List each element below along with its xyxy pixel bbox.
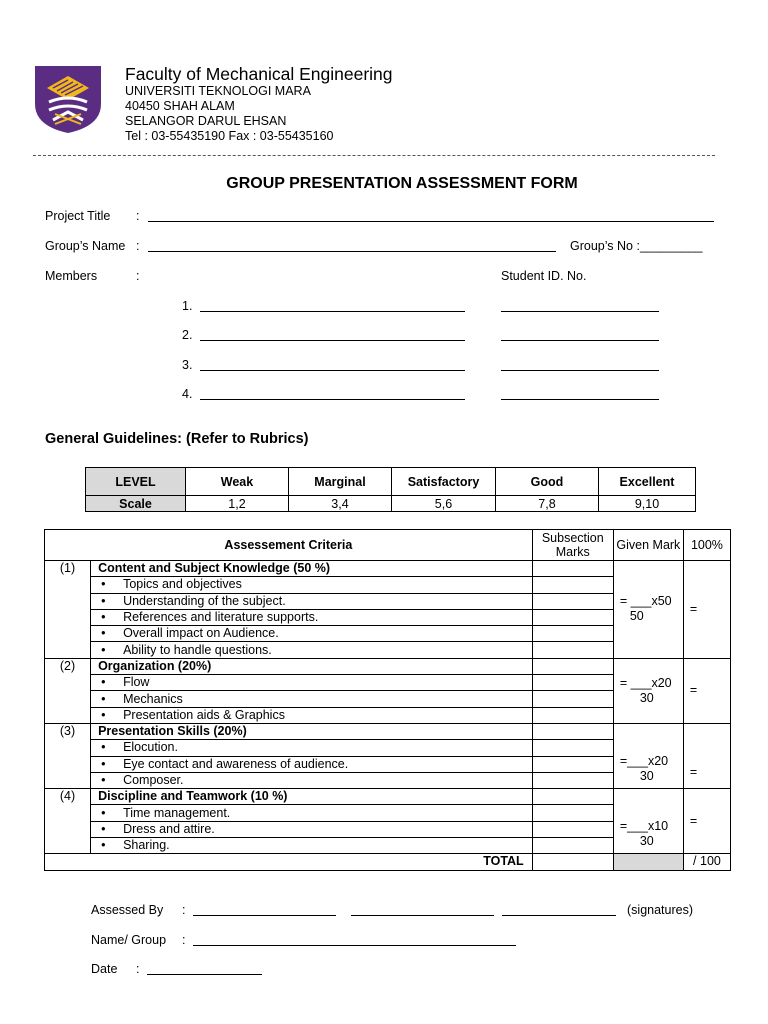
given-mark-cell[interactable] <box>613 561 683 659</box>
member-number: 1. <box>182 299 193 313</box>
criteria-item: • Presentation aids & Graphics <box>91 707 533 723</box>
section-title: Content and Subject Knowledge (50 %) <box>91 561 533 577</box>
date-label: Date <box>91 962 118 976</box>
weighted-mark-cell[interactable]: = <box>683 658 730 723</box>
project-title-colon: : <box>136 209 140 223</box>
form-title: GROUP PRESENTATION ASSESSMENT FORM <box>226 175 578 192</box>
total-value: / 100 <box>683 854 730 870</box>
signatures-note: (signatures) <box>627 903 693 917</box>
members-label: Members <box>45 269 98 283</box>
general-guidelines-heading: General Guidelines: (Refer to Rubrics) <box>45 431 309 447</box>
name-group-field[interactable] <box>193 945 516 946</box>
level-cell: Marginal <box>289 468 392 496</box>
criteria-item: • Mechanics <box>91 691 533 707</box>
section-title: Discipline and Teamwork (10 %) <box>91 789 533 805</box>
name-group-label: Name/ Group <box>91 933 167 947</box>
total-given-cell <box>613 854 683 870</box>
level-cell: Excellent <box>599 468 696 496</box>
name-group-colon: : <box>182 933 186 947</box>
date-field[interactable] <box>147 974 262 975</box>
scale-cell: 7,8 <box>496 496 599 512</box>
subsection-mark-cell[interactable] <box>532 561 613 577</box>
subsection-mark-cell[interactable] <box>532 838 613 854</box>
criteria-item: • Composer. <box>91 772 533 788</box>
project-title-label: Project Title <box>45 209 111 223</box>
member-name-field[interactable] <box>200 370 465 371</box>
percent-header: 100% <box>683 530 730 561</box>
total-label: TOTAL <box>45 854 533 870</box>
weighted-mark-cell[interactable]: = <box>683 561 730 659</box>
bullet-icon: • <box>101 707 106 722</box>
member-id-field[interactable] <box>501 340 659 341</box>
scale-cell: 1,2 <box>186 496 289 512</box>
rubric-scale-table <box>85 467 696 512</box>
subsection-mark-cell[interactable] <box>532 593 613 609</box>
assessor-signature-field[interactable] <box>193 915 336 916</box>
member-name-field[interactable] <box>200 311 465 312</box>
bullet-icon: • <box>101 756 106 771</box>
criteria-item: • Sharing. <box>91 838 533 854</box>
formula-numerator: = ___x50 <box>619 594 672 609</box>
bullet-icon: • <box>101 577 106 592</box>
member-number: 2. <box>182 328 193 342</box>
section-number: (1) <box>45 561 91 659</box>
scale-cell: 9,10 <box>599 496 696 512</box>
bullet-icon: • <box>101 740 106 755</box>
group-name-label: Group’s Name <box>45 239 126 253</box>
formula-denominator: 50 <box>629 609 644 624</box>
level-header: LEVEL <box>86 468 186 496</box>
university-name: UNIVERSITI TEKNOLOGI MARA <box>125 84 311 98</box>
university-crest-icon <box>33 64 103 134</box>
subsection-mark-cell[interactable] <box>532 577 613 593</box>
assessment-table <box>44 529 731 871</box>
level-cell: Weak <box>186 468 289 496</box>
formula-numerator: =___x10 <box>619 819 669 834</box>
address-line-1: 40450 SHAH ALAM <box>125 99 235 113</box>
section-title: Organization (20%) <box>91 658 533 674</box>
member-name-field[interactable] <box>200 399 465 400</box>
assessor-signature-field[interactable] <box>351 915 494 916</box>
member-id-field[interactable] <box>501 370 659 371</box>
subsection-mark-cell[interactable] <box>532 723 613 739</box>
section-number: (4) <box>45 789 91 854</box>
bullet-icon: • <box>101 642 106 657</box>
subsection-mark-cell[interactable] <box>532 805 613 821</box>
section-title: Presentation Skills (20%) <box>91 723 533 739</box>
formula-denominator: 30 <box>639 690 654 705</box>
weighted-mark-cell[interactable]: = <box>683 723 730 788</box>
assessor-signature-field[interactable] <box>502 915 616 916</box>
subsection-mark-cell[interactable] <box>532 609 613 625</box>
bullet-icon: • <box>101 838 106 853</box>
criteria-item: • Overall impact on Audience. <box>91 626 533 642</box>
subsection-mark-cell[interactable] <box>532 789 613 805</box>
formula-numerator: =___x20 <box>619 754 669 769</box>
criteria-item: • Dress and attire. <box>91 821 533 837</box>
subsection-mark-cell[interactable] <box>532 756 613 772</box>
subsection-mark-cell[interactable] <box>532 642 613 658</box>
criteria-header: Assessement Criteria <box>45 530 533 561</box>
scale-cell: 3,4 <box>289 496 392 512</box>
group-name-colon: : <box>136 239 140 253</box>
given-mark-cell[interactable] <box>613 723 683 788</box>
total-subsection-cell[interactable] <box>532 854 613 870</box>
bullet-icon: • <box>101 691 106 706</box>
header-divider <box>33 155 715 156</box>
bullet-icon: • <box>101 593 106 608</box>
level-cell: Satisfactory <box>392 468 496 496</box>
bullet-icon: • <box>101 821 106 836</box>
subsection-mark-cell[interactable] <box>532 675 613 691</box>
formula-denominator: 30 <box>639 834 654 849</box>
member-number: 4. <box>182 387 193 401</box>
formula-denominator: 30 <box>639 769 654 784</box>
given-mark-header: Given Mark <box>613 530 683 561</box>
member-number: 3. <box>182 358 193 372</box>
subsection-mark-cell[interactable] <box>532 772 613 788</box>
bullet-icon: • <box>101 626 106 641</box>
member-name-field[interactable] <box>200 340 465 341</box>
given-mark-cell[interactable] <box>613 658 683 723</box>
date-colon: : <box>136 962 140 976</box>
subsection-mark-cell[interactable] <box>532 707 613 723</box>
formula-numerator: = ___x20 <box>619 675 672 690</box>
subsection-marks-header: Subsection Marks <box>532 530 613 561</box>
bullet-icon: • <box>101 773 106 787</box>
criteria-item: • Time management. <box>91 805 533 821</box>
member-id-field[interactable] <box>501 311 659 312</box>
scale-cell: 5,6 <box>392 496 496 512</box>
project-title-field[interactable] <box>148 221 714 222</box>
assessed-by-colon: : <box>182 903 186 917</box>
given-mark-cell[interactable] <box>613 789 683 854</box>
assessed-by-label: Assessed By <box>91 903 164 917</box>
section-number: (2) <box>45 658 91 723</box>
bullet-icon: • <box>101 610 106 625</box>
bullet-icon: • <box>101 675 106 690</box>
member-id-field[interactable] <box>501 399 659 400</box>
criteria-item: • Ability to handle questions. <box>91 642 533 658</box>
group-name-field[interactable] <box>148 251 556 252</box>
section-number: (3) <box>45 723 91 788</box>
student-id-label: Student ID. No. <box>501 269 587 283</box>
scale-header: Scale <box>86 496 186 512</box>
members-colon: : <box>136 269 140 283</box>
group-no-field[interactable]: Group’s No :_________ <box>570 239 703 253</box>
contact-info: Tel : 03-55435190 Fax : 03-55435160 <box>125 129 334 143</box>
address-line-2: SELANGOR DARUL EHSAN <box>125 114 287 128</box>
criteria-item: • References and literature supports. <box>91 609 533 625</box>
criteria-item: • Understanding of the subject. <box>91 593 533 609</box>
bullet-icon: • <box>101 805 106 820</box>
level-cell: Good <box>496 468 599 496</box>
criteria-item: • Flow <box>91 675 533 691</box>
criteria-item: • Topics and objectives <box>91 577 533 593</box>
subsection-mark-cell[interactable] <box>532 740 613 756</box>
criteria-item: • Elocution. <box>91 740 533 756</box>
subsection-mark-cell[interactable] <box>532 821 613 837</box>
subsection-mark-cell[interactable] <box>532 691 613 707</box>
subsection-mark-cell[interactable] <box>532 658 613 674</box>
weighted-mark-cell[interactable]: = <box>683 789 730 854</box>
criteria-item: • Eye contact and awareness of audience. <box>91 756 533 772</box>
subsection-mark-cell[interactable] <box>532 626 613 642</box>
faculty-name: Faculty of Mechanical Engineering <box>125 64 393 84</box>
